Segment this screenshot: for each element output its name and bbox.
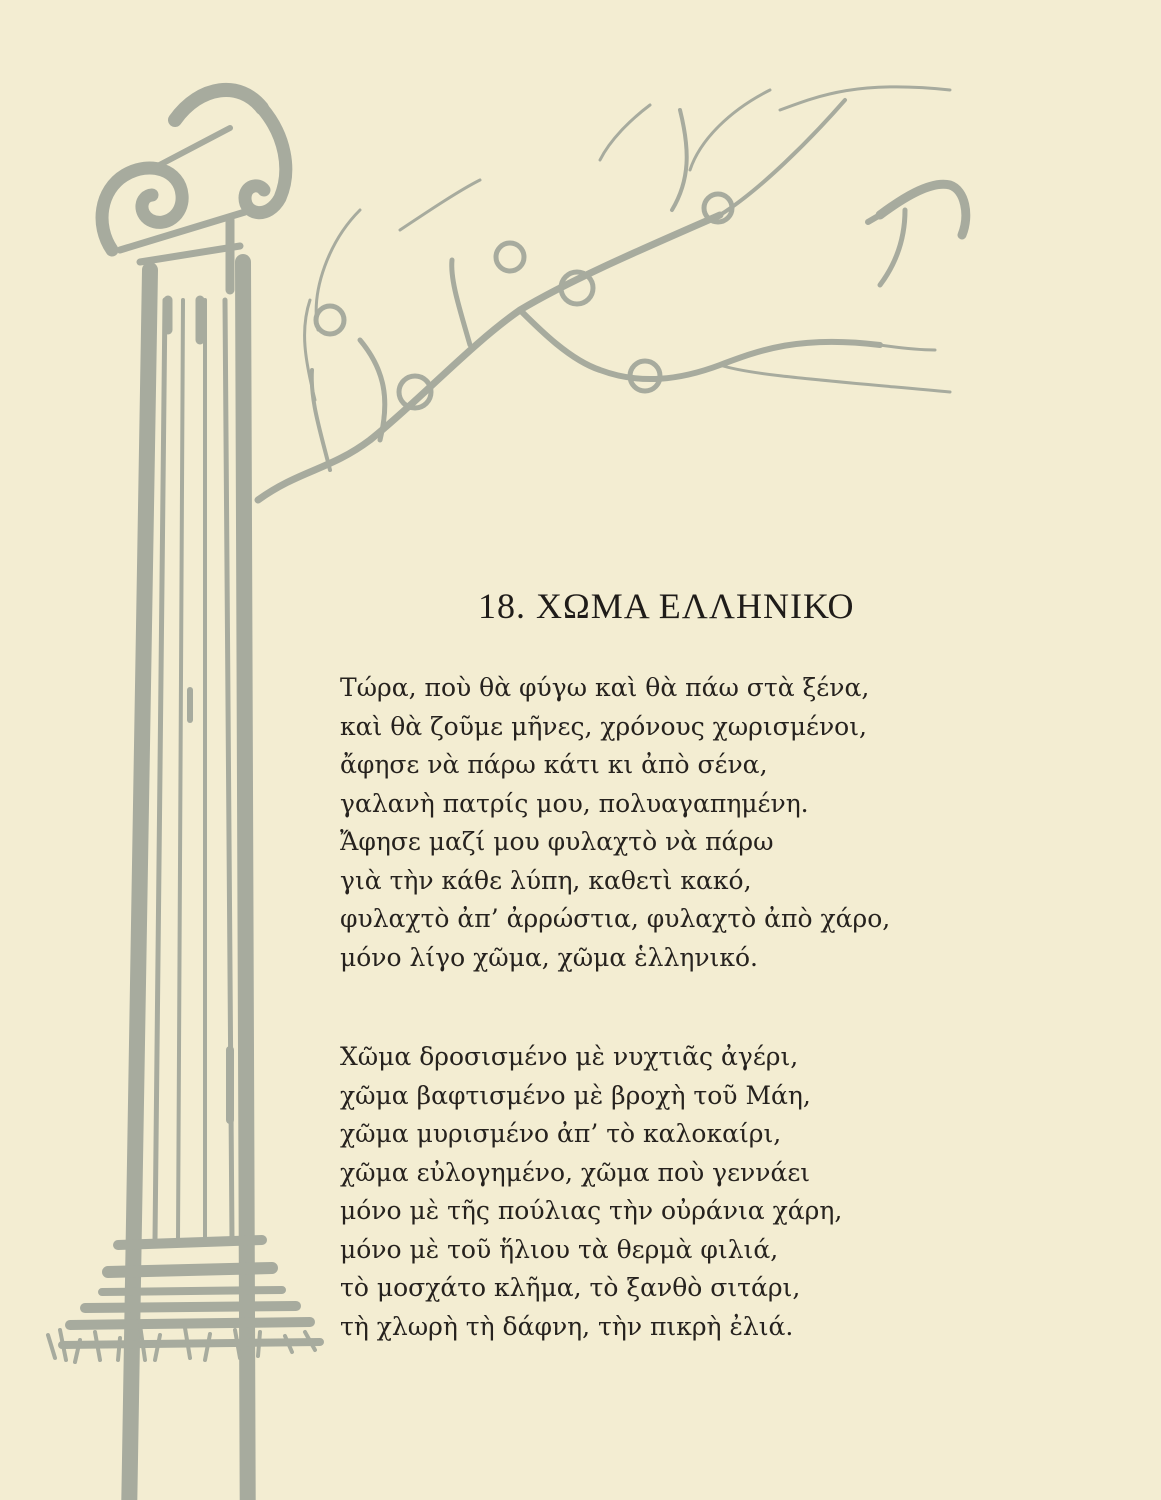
poem-line: μόνο μὲ τοῦ ἥλιου τὰ θερμὰ φιλιά, bbox=[340, 1234, 779, 1264]
ionic-column-icon bbox=[62, 90, 320, 1500]
stanza-2 bbox=[340, 1038, 842, 1346]
poem-line: χῶμα μυρισμένο ἀπ’ τὸ καλοκαίρι, bbox=[340, 1119, 782, 1148]
poem-line: τὸ μοσχάτο κλῆμα, τὸ ξανθὸ σιτάρι, bbox=[340, 1273, 801, 1302]
poem-line: τὴ χλωρὴ τὴ δάφνη, τὴν πικρὴ ἐλιά. bbox=[340, 1311, 794, 1341]
poem-title: 18. ΧΩΜΑ ΕΛΛΗΝΙΚΟ bbox=[478, 586, 855, 626]
poem-line: χῶμα εὐλογημένο, χῶμα ποὺ γεννάει bbox=[340, 1157, 811, 1187]
poem-line: Χῶμα δροσισμένο μὲ νυχτιᾶς ἀγέρι, bbox=[340, 1042, 799, 1071]
swallow-icon bbox=[868, 184, 966, 285]
poem-line: ἄφησε νὰ πάρω κάτι κι ἀπὸ σένα, bbox=[340, 750, 768, 779]
poem-line: φυλαχτὸ ἀπ’ ἀρρώστια, φυλαχτὸ ἀπὸ χάρο, bbox=[340, 904, 891, 933]
poem-line: μόνο λίγο χῶμα, χῶμα ἑλληνικό. bbox=[340, 942, 758, 972]
poem-line: γιὰ τὴν κάθε λύπη, καθετὶ κακό, bbox=[340, 865, 752, 895]
stanza-1 bbox=[340, 669, 890, 977]
poem-line: καὶ θὰ ζοῦμε μῆνες, χρόνους χωρισμένοι, bbox=[340, 711, 867, 741]
poem-line: Τώρα, ποὺ θὰ φύγω καὶ θὰ πάω στὰ ξένα, bbox=[340, 673, 870, 702]
poem-line: Ἄφησε μαζί μου φυλαχτὸ νὰ πάρω bbox=[340, 827, 774, 856]
poem-line: μόνο μὲ τῆς πούλιας τὴν οὐράνια χάρη, bbox=[340, 1196, 843, 1225]
branch-icon bbox=[258, 87, 950, 500]
poem-line: γαλανὴ πατρίς μου, πολυαγαπημένη. bbox=[340, 788, 809, 818]
poem-line: χῶμα βαφτισμένο μὲ βροχὴ τοῦ Μάη, bbox=[340, 1080, 811, 1110]
